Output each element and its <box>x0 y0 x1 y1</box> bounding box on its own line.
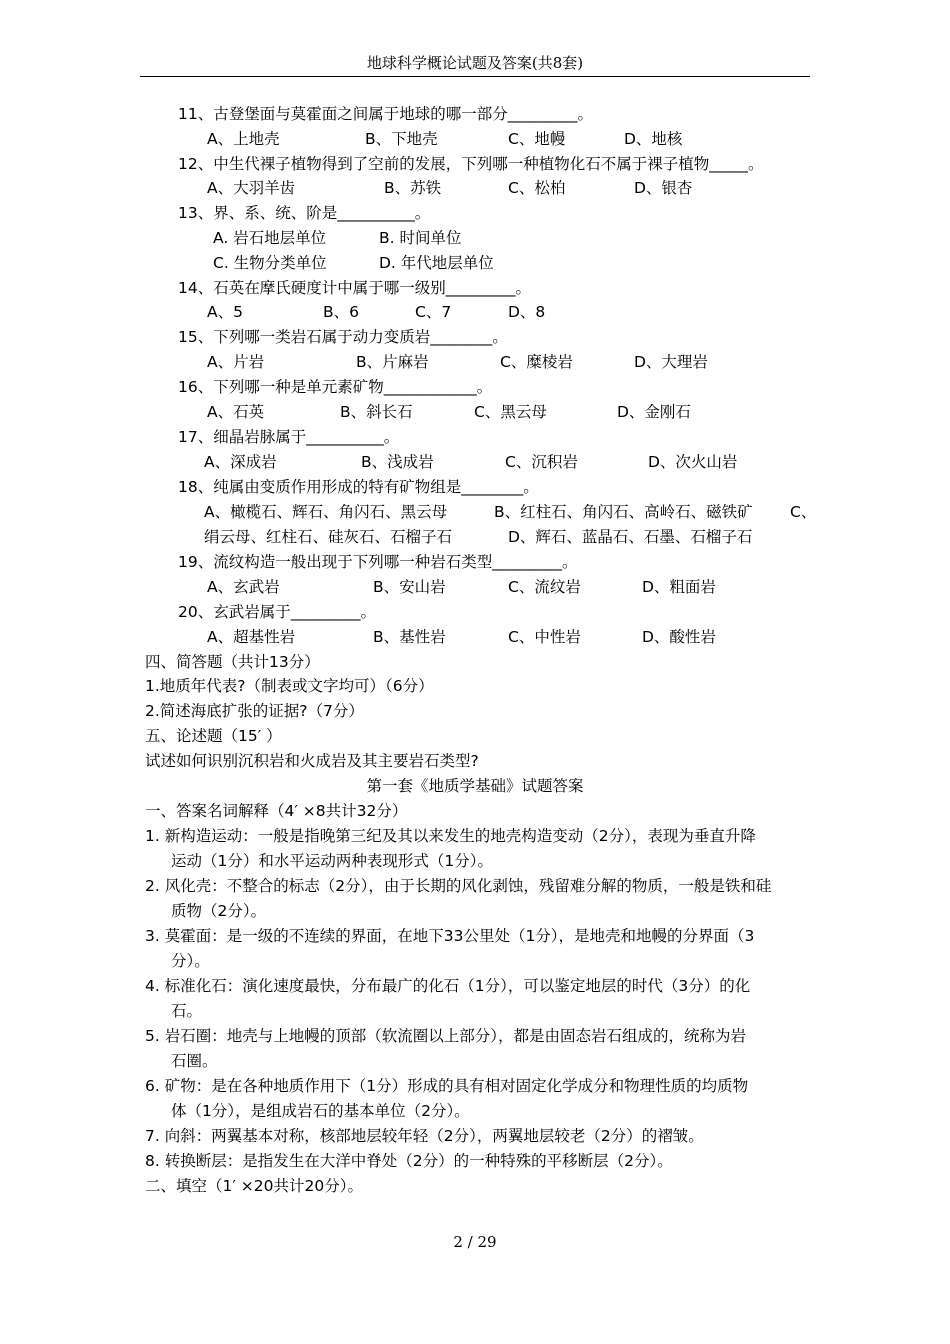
question-20-stem: 20、玄武岩属于_________。 <box>178 603 376 621</box>
question-12-stem: 12、中生代裸子植物得到了空前的发展，下列哪一种植物化石不属于裸子植物_____。 <box>178 155 764 173</box>
answer-5-line-2: 石圈。 <box>171 1052 218 1070</box>
question-17-stem: 17、细晶岩脉属于__________。 <box>178 428 400 446</box>
question-18-option-c-label: C、 <box>790 503 817 521</box>
page-header: 地球科学概论试题及答案(共8套) <box>366 54 584 72</box>
question-14-option-b: B、6 <box>323 303 359 321</box>
question-19-option-c: C、流纹岩 <box>508 578 581 596</box>
question-13-option-d: D. 年代地层单位 <box>379 254 494 272</box>
question-11-stem: 11、古登堡面与莫霍面之间属于地球的哪一部分_________。 <box>178 105 593 123</box>
page-number: 2 / 29 <box>453 1233 497 1251</box>
question-19-stem: 19、流纹构造一般出现于下列哪一种岩石类型_________。 <box>178 553 578 571</box>
answers-part1-title: 一、答案名词解释（4′ ×8共计32分） <box>145 802 408 820</box>
question-20-option-b: B、基性岩 <box>373 628 446 646</box>
answer-5-line-1: 5. 岩石圈：地壳与上地幔的顶部（软流圈以上部分），都是由固态岩石组成的，统称为岩 <box>145 1027 746 1045</box>
question-15-stem: 15、下列哪一类岩石属于动力变质岩________。 <box>178 328 508 346</box>
question-15-option-b: B、片麻岩 <box>356 353 429 371</box>
question-12-option-b: B、苏铁 <box>384 179 442 197</box>
question-17-option-c: C、沉积岩 <box>505 453 578 471</box>
question-12-option-c: C、松柏 <box>508 179 566 197</box>
answer-8-line-1: 8. 转换断层：是指发生在大洋中脊处（2分）的一种特殊的平移断层（2分）。 <box>145 1152 673 1170</box>
answer-7-line-1: 7. 向斜：两翼基本对称，核部地层较年轻（2分），两翼地层较老（2分）的褶皱。 <box>145 1127 704 1145</box>
question-11-option-d: D、地核 <box>624 130 683 148</box>
question-14-option-d: D、8 <box>508 303 546 321</box>
question-14-option-c: C、7 <box>415 303 452 321</box>
section-4-item-2: 2.简述海底扩张的证据?（7分） <box>145 702 364 720</box>
section-4-item-1: 1.地质年代表?（制表或文字均可）（6分） <box>145 677 434 695</box>
answer-6-line-1: 6. 矿物：是在各种地质作用下（1分）形成的具有相对固定化学成分和物理性质的均质物 <box>145 1077 749 1095</box>
answer-4-line-2: 石。 <box>171 1002 203 1020</box>
section-5-title: 五、论述题（15′ ） <box>145 727 282 745</box>
answer-4-line-1: 4. 标准化石：演化速度最快，分布最广的化石（1分），可以鉴定地层的时代（3分）的化 <box>145 977 751 995</box>
question-13-option-b: B. 时间单位 <box>379 229 462 247</box>
question-14-stem: 14、石英在摩氏硬度计中属于哪一级别_________。 <box>178 279 531 297</box>
question-11-option-a: A、上地壳 <box>207 130 280 148</box>
question-12-option-d: D、银杏 <box>634 179 693 197</box>
question-17-option-a: A、深成岩 <box>204 453 277 471</box>
question-13-stem: 13、界、系、统、阶是__________。 <box>178 204 431 222</box>
question-19-option-b: B、安山岩 <box>373 578 446 596</box>
question-19-option-a: A、玄武岩 <box>207 578 280 596</box>
question-18-option-a: A、橄榄石、辉石、角闪石、黑云母 <box>204 503 448 521</box>
answer-3-line-2: 分）。 <box>171 952 210 970</box>
question-16-option-a: A、石英 <box>207 403 265 421</box>
header-rule <box>140 76 810 77</box>
question-18-option-c-text: 绢云母、红柱石、硅灰石、石榴子石 <box>204 528 453 546</box>
question-13-option-a: A. 岩石地层单位 <box>213 229 327 247</box>
question-16-option-d: D、金刚石 <box>617 403 691 421</box>
answers-title: 第一套《地质学基础》试题答案 <box>366 777 584 795</box>
section-4-title: 四、简答题（共计13分） <box>145 653 320 671</box>
answer-3-line-1: 3. 莫霍面：是一级的不连续的界面，在地下33公里处（1分），是地壳和地幔的分界面（3 <box>145 927 755 945</box>
question-17-option-d: D、次火山岩 <box>648 453 738 471</box>
answer-6-line-2: 体（1分），是组成岩石的基本单位（2分）。 <box>171 1102 470 1120</box>
answers-part2-title: 二、填空（1′ ×20共计20分）。 <box>145 1177 363 1195</box>
question-20-option-c: C、中性岩 <box>508 628 581 646</box>
section-5-prompt: 试述如何识别沉积岩和火成岩及其主要岩石类型? <box>145 752 479 770</box>
question-14-option-a: A、5 <box>207 303 243 321</box>
question-11-option-b: B、下地壳 <box>365 130 438 148</box>
question-11-option-c: C、地幔 <box>508 130 566 148</box>
answer-1-line-1: 1. 新构造运动：一般是指晚第三纪及其以来发生的地壳构造变动（2分），表现为垂直升降 <box>145 827 756 845</box>
question-17-option-b: B、浅成岩 <box>361 453 434 471</box>
question-16-option-c: C、黑云母 <box>474 403 547 421</box>
question-19-option-d: D、粗面岩 <box>642 578 716 596</box>
question-13-option-c: C. 生物分类单位 <box>213 254 327 272</box>
question-18-option-b: B、红柱石、角闪石、高岭石、磁铁矿 <box>494 503 753 521</box>
answer-1-line-2: 运动（1分）和水平运动两种表现形式（1分）。 <box>171 852 493 870</box>
question-15-option-d: D、大理岩 <box>634 353 708 371</box>
question-20-option-a: A、超基性岩 <box>207 628 296 646</box>
question-12-option-a: A、大羽羊齿 <box>207 179 296 197</box>
question-15-option-c: C、糜棱岩 <box>500 353 573 371</box>
question-18-option-d: D、辉石、蓝晶石、石墨、石榴子石 <box>508 528 753 546</box>
answer-2-line-1: 2. 风化壳：不整合的标志（2分），由于长期的风化剥蚀，残留难分解的物质，一般是铁和硅 <box>145 877 772 895</box>
answer-2-line-2: 质物（2分）。 <box>171 902 267 920</box>
question-20-option-d: D、酸性岩 <box>642 628 716 646</box>
question-16-option-b: B、斜长石 <box>340 403 413 421</box>
question-15-option-a: A、片岩 <box>207 353 265 371</box>
question-16-stem: 16、下列哪一种是单元素矿物____________。 <box>178 378 493 396</box>
question-18-stem: 18、纯属由变质作用形成的特有矿物组是________。 <box>178 478 539 496</box>
